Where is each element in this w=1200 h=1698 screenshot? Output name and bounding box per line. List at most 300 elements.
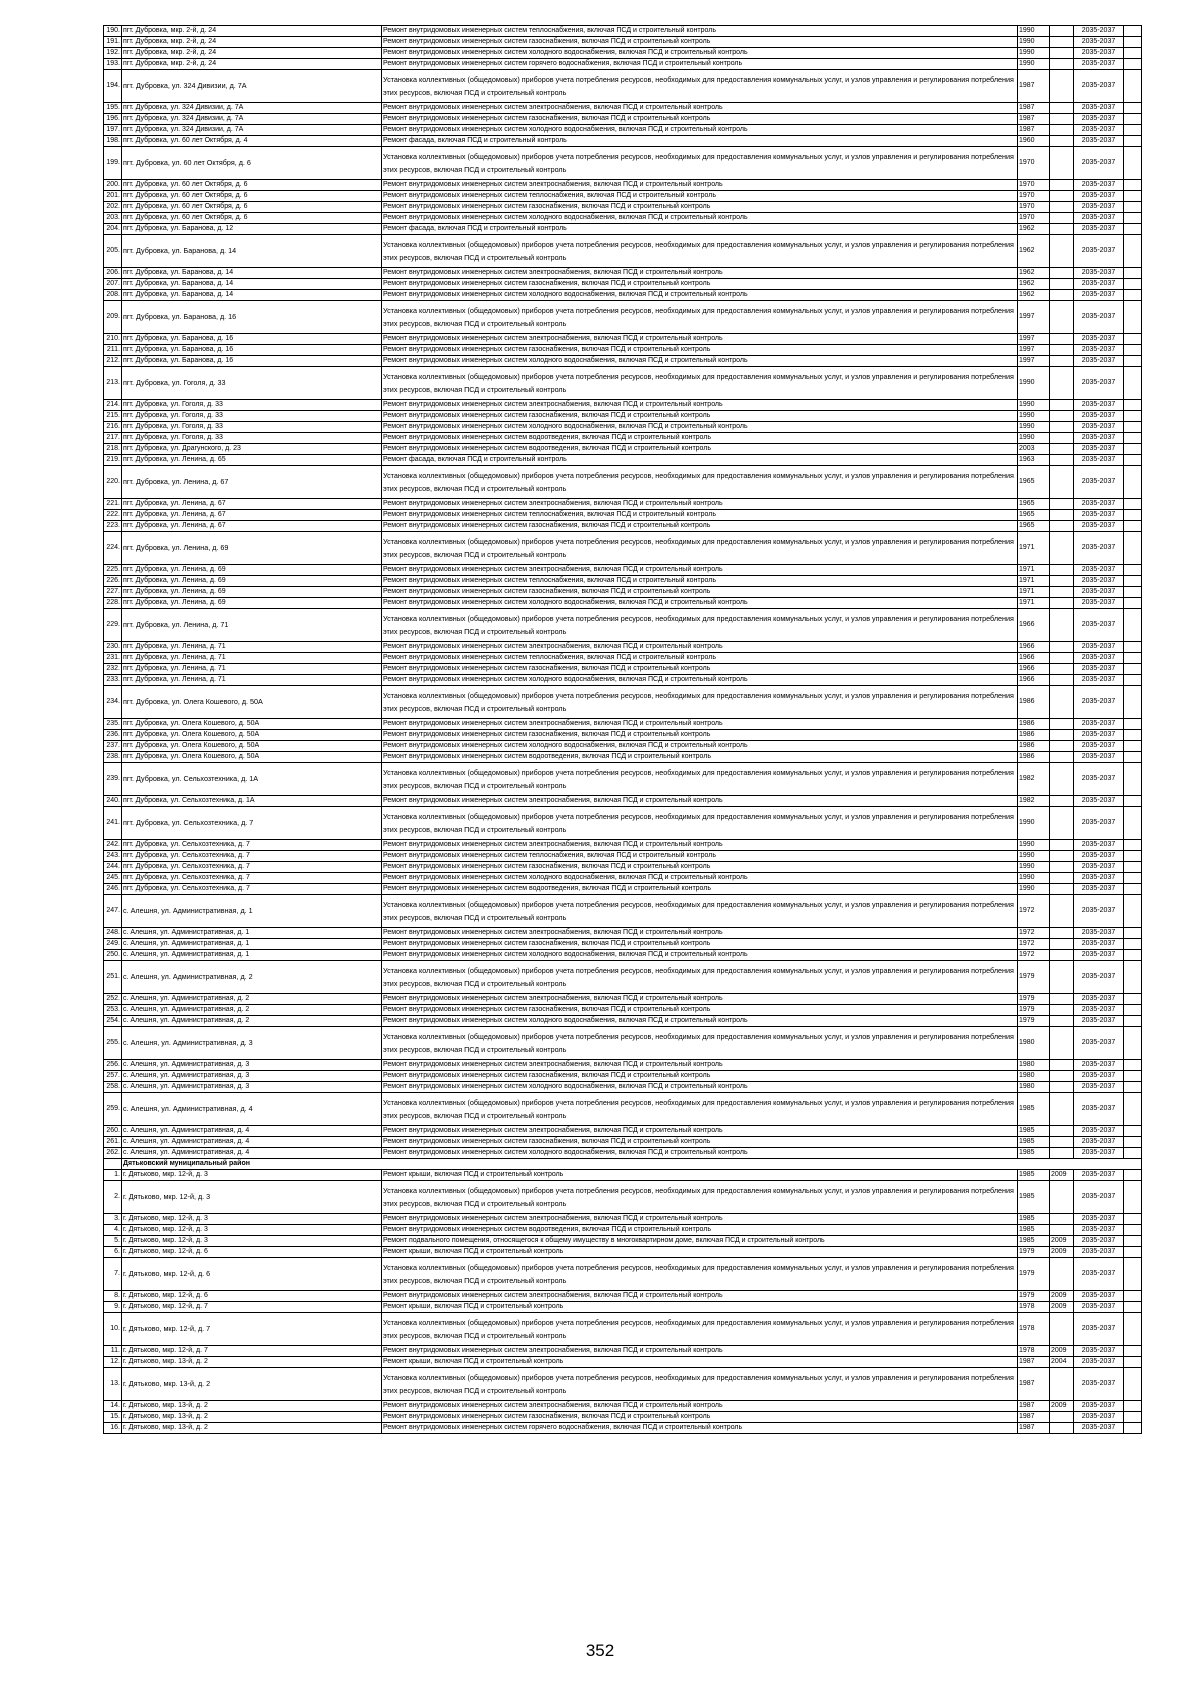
year-built-cell: 1978 (1018, 1313, 1050, 1346)
table-row (104, 719, 1142, 730)
work-type-cell: Ремонт внутридомовых инженерных систем электроснабжения, включая ПСД и строительный контроль (382, 334, 1018, 345)
last-repair-year-cell (1050, 455, 1074, 466)
planned-period-cell: 2035-2037 (1074, 1247, 1124, 1258)
row-number: 250. (104, 950, 122, 961)
year-built-cell: 1985 (1018, 1236, 1050, 1247)
table-row (104, 664, 1142, 675)
table-row (104, 686, 1142, 719)
row-number: 254. (104, 1016, 122, 1027)
planned-period-cell: 2035-2037 (1074, 202, 1124, 213)
year-built-cell: 1979 (1018, 1247, 1050, 1258)
address-cell: г. Дятьково, мкр. 12-й, д. 3 (122, 1170, 382, 1181)
table-row (104, 279, 1142, 290)
row-number: 241. (104, 807, 122, 840)
table-body-section-a (104, 26, 1142, 1159)
empty-cell (1124, 994, 1142, 1005)
planned-period-cell: 2035-2037 (1074, 400, 1124, 411)
last-repair-year-cell (1050, 1423, 1074, 1434)
row-number: 2. (104, 1181, 122, 1214)
year-built-cell: 1982 (1018, 796, 1050, 807)
row-number: 236. (104, 730, 122, 741)
empty-cell (1124, 334, 1142, 345)
address-cell: г. Дятьково, мкр. 13-й, д. 2 (122, 1412, 382, 1423)
year-built-cell: 1997 (1018, 345, 1050, 356)
year-built-cell: 1966 (1018, 642, 1050, 653)
work-type-cell: Ремонт внутридомовых инженерных систем электроснабжения, включая ПСД и строительный контроль (382, 719, 1018, 730)
address-cell: г. Дятьково, мкр. 12-й, д. 7 (122, 1346, 382, 1357)
work-type-cell: Ремонт внутридомовых инженерных систем теплоснабжения, включая ПСД и строительный контроль (382, 26, 1018, 37)
work-type-cell: Установка коллективных (общедомовых) приборов учета потребления ресурсов, необходимых для предоставления коммунальных услуг, и узлов управления и регулирования потребления этих ресурсов, включая ПСД и строительный контроль (382, 147, 1018, 180)
address-cell: пгт. Дубровка, ул. 60 лет Октября, д. 6 (122, 191, 382, 202)
work-type-cell: Ремонт внутридомовых инженерных систем горячего водоснабжения, включая ПСД и строительный контроль (382, 59, 1018, 70)
address-cell: пгт. Дубровка, ул. 324 Дивизии, д. 7А (122, 114, 382, 125)
address-cell: с. Алешня, ул. Административная, д. 4 (122, 1126, 382, 1137)
table-row (104, 290, 1142, 301)
work-type-cell: Установка коллективных (общедомовых) приборов учета потребления ресурсов, необходимых для предоставления коммунальных услуг, и узлов управления и регулирования потребления этих ресурсов, включая ПСД и строительный контроль (382, 1181, 1018, 1214)
row-number: 252. (104, 994, 122, 1005)
last-repair-year-cell (1050, 268, 1074, 279)
last-repair-year-cell (1050, 576, 1074, 587)
table-row (104, 752, 1142, 763)
planned-period-cell: 2035-2037 (1074, 565, 1124, 576)
empty-cell (1124, 763, 1142, 796)
last-repair-year-cell (1050, 851, 1074, 862)
empty-cell (1124, 532, 1142, 565)
row-number: 204. (104, 224, 122, 235)
last-repair-year-cell (1050, 521, 1074, 532)
table-row (104, 576, 1142, 587)
last-repair-year-cell (1050, 1137, 1074, 1148)
row-number: 214. (104, 400, 122, 411)
planned-period-cell: 2035-2037 (1074, 1368, 1124, 1401)
work-type-cell: Ремонт внутридомовых инженерных систем холодного водоснабжения, включая ПСД и строительный контроль (382, 356, 1018, 367)
year-built-cell: 1987 (1018, 103, 1050, 114)
last-repair-year-cell (1050, 400, 1074, 411)
year-built-cell: 1966 (1018, 653, 1050, 664)
address-cell: с. Алешня, ул. Административная, д. 1 (122, 939, 382, 950)
work-type-cell: Ремонт внутридомовых инженерных систем электроснабжения, включая ПСД и строительный контроль (382, 103, 1018, 114)
work-type-cell: Ремонт внутридомовых инженерных систем водоотведения, включая ПСД и строительный контроль (382, 884, 1018, 895)
work-type-cell: Ремонт внутридомовых инженерных систем электроснабжения, включая ПСД и строительный контроль (382, 796, 1018, 807)
work-type-cell: Ремонт крыши, включая ПСД и строительный контроль (382, 1302, 1018, 1313)
year-built-cell: 1997 (1018, 334, 1050, 345)
work-type-cell: Ремонт внутридомовых инженерных систем холодного водоснабжения, включая ПСД и строительный контроль (382, 873, 1018, 884)
planned-period-cell: 2035-2037 (1074, 1071, 1124, 1082)
work-type-cell: Установка коллективных (общедомовых) приборов учета потребления ресурсов, необходимых для предоставления коммунальных услуг, и узлов управления и регулирования потребления этих ресурсов, включая ПСД и строительный контроль (382, 895, 1018, 928)
work-type-cell: Ремонт внутридомовых инженерных систем электроснабжения, включая ПСД и строительный контроль (382, 1346, 1018, 1357)
row-number: 193. (104, 59, 122, 70)
work-type-cell: Установка коллективных (общедомовых) приборов учета потребления ресурсов, необходимых для предоставления коммунальных услуг, и узлов управления и регулирования потребления этих ресурсов, включая ПСД и строительный контроль (382, 532, 1018, 565)
table-row (104, 1170, 1142, 1181)
empty-cell (1124, 1412, 1142, 1423)
year-built-cell: 1965 (1018, 510, 1050, 521)
table-row (104, 444, 1142, 455)
address-cell: пгт. Дубровка, ул. Ленина, д. 71 (122, 653, 382, 664)
row-number: 202. (104, 202, 122, 213)
last-repair-year-cell (1050, 1016, 1074, 1027)
planned-period-cell: 2035-2037 (1074, 411, 1124, 422)
year-built-cell: 1970 (1018, 213, 1050, 224)
empty-cell (1124, 1126, 1142, 1137)
table-row (104, 1357, 1142, 1368)
empty-cell (1124, 367, 1142, 400)
empty-cell (1124, 1236, 1142, 1247)
planned-period-cell: 2035-2037 (1074, 48, 1124, 59)
planned-period-cell: 2035-2037 (1074, 279, 1124, 290)
last-repair-year-cell (1050, 1060, 1074, 1071)
work-type-cell: Установка коллективных (общедомовых) приборов учета потребления ресурсов, необходимых для предоставления коммунальных услуг, и узлов управления и регулирования потребления этих ресурсов, включая ПСД и строительный контроль (382, 301, 1018, 334)
last-repair-year-cell (1050, 796, 1074, 807)
table-row (104, 136, 1142, 147)
table-row (104, 1313, 1142, 1346)
empty-cell (1124, 1181, 1142, 1214)
address-cell: пгт. Дубровка, ул. Сельхозтехника, д. 7 (122, 873, 382, 884)
year-built-cell: 1970 (1018, 202, 1050, 213)
empty-cell (1124, 1401, 1142, 1412)
year-built-cell: 1979 (1018, 1005, 1050, 1016)
address-cell: пгт. Дубровка, ул. Сельхозтехника, д. 7 (122, 862, 382, 873)
address-cell: пгт. Дубровка, ул. Баранова, д. 16 (122, 334, 382, 345)
empty-cell (1124, 1291, 1142, 1302)
table-row (104, 1027, 1142, 1060)
address-cell: с. Алешня, ул. Административная, д. 3 (122, 1027, 382, 1060)
planned-period-cell: 2035-2037 (1074, 213, 1124, 224)
planned-period-cell: 2035-2037 (1074, 895, 1124, 928)
year-built-cell: 1979 (1018, 1016, 1050, 1027)
row-number: 192. (104, 48, 122, 59)
work-type-cell: Ремонт внутридомовых инженерных систем холодного водоснабжения, включая ПСД и строительный контроль (382, 125, 1018, 136)
year-built-cell: 1966 (1018, 609, 1050, 642)
year-built-cell: 1987 (1018, 114, 1050, 125)
empty-cell (1124, 1060, 1142, 1071)
address-cell: пгт. Дубровка, ул. Гоголя, д. 33 (122, 400, 382, 411)
address-cell: пгт. Дубровка, ул. Сельхозтехника, д. 7 (122, 851, 382, 862)
table-row (104, 730, 1142, 741)
last-repair-year-cell: 2009 (1050, 1401, 1074, 1412)
work-type-cell: Ремонт крыши, включая ПСД и строительный контроль (382, 1170, 1018, 1181)
work-type-cell: Ремонт внутридомовых инженерных систем газоснабжения, включая ПСД и строительный контроль (382, 730, 1018, 741)
last-repair-year-cell (1050, 70, 1074, 103)
work-type-cell: Ремонт внутридомовых инженерных систем электроснабжения, включая ПСД и строительный контроль (382, 840, 1018, 851)
work-type-cell: Ремонт внутридомовых инженерных систем холодного водоснабжения, включая ПСД и строительный контроль (382, 598, 1018, 609)
year-built-cell: 1978 (1018, 1346, 1050, 1357)
table-row (104, 114, 1142, 125)
empty-cell (1124, 1082, 1142, 1093)
empty-cell (1124, 510, 1142, 521)
table-row (104, 587, 1142, 598)
year-built-cell: 1980 (1018, 1082, 1050, 1093)
address-cell: пгт. Дубровка, ул. Баранова, д. 14 (122, 268, 382, 279)
planned-period-cell: 2035-2037 (1074, 455, 1124, 466)
work-type-cell: Установка коллективных (общедомовых) приборов учета потребления ресурсов, необходимых для предоставления коммунальных услуг, и узлов управления и регулирования потребления этих ресурсов, включая ПСД и строительный контроль (382, 1027, 1018, 1060)
last-repair-year-cell (1050, 290, 1074, 301)
planned-period-cell: 2035-2037 (1074, 730, 1124, 741)
planned-period-cell: 2035-2037 (1074, 1291, 1124, 1302)
planned-period-cell: 2035-2037 (1074, 224, 1124, 235)
planned-period-cell: 2035-2037 (1074, 290, 1124, 301)
work-type-cell: Ремонт внутридомовых инженерных систем холодного водоснабжения, включая ПСД и строительный контроль (382, 422, 1018, 433)
planned-period-cell: 2035-2037 (1074, 1302, 1124, 1313)
planned-period-cell: 2035-2037 (1074, 433, 1124, 444)
last-repair-year-cell (1050, 510, 1074, 521)
row-number: 198. (104, 136, 122, 147)
planned-period-cell: 2035-2037 (1074, 136, 1124, 147)
row-number: 260. (104, 1126, 122, 1137)
last-repair-year-cell (1050, 301, 1074, 334)
row-number: 222. (104, 510, 122, 521)
address-cell: пгт. Дубровка, ул. Баранова, д. 14 (122, 290, 382, 301)
table-row (104, 1071, 1142, 1082)
planned-period-cell: 2035-2037 (1074, 1214, 1124, 1225)
address-cell: пгт. Дубровка, ул. Ленина, д. 71 (122, 675, 382, 686)
year-built-cell: 1965 (1018, 521, 1050, 532)
address-cell: с. Алешня, ул. Административная, д. 3 (122, 1060, 382, 1071)
table-row (104, 334, 1142, 345)
planned-period-cell: 2035-2037 (1074, 334, 1124, 345)
table-row (104, 1401, 1142, 1412)
work-type-cell: Ремонт внутридомовых инженерных систем теплоснабжения, включая ПСД и строительный контроль (382, 576, 1018, 587)
table-row (104, 70, 1142, 103)
empty-cell (1124, 103, 1142, 114)
empty-cell (1124, 796, 1142, 807)
empty-cell (1124, 664, 1142, 675)
year-built-cell: 1979 (1018, 961, 1050, 994)
table-row (104, 1181, 1142, 1214)
address-cell: пгт. Дубровка, мкр. 2-й, д. 24 (122, 59, 382, 70)
address-cell: пгт. Дубровка, ул. 324 Дивизии, д. 7А (122, 70, 382, 103)
year-built-cell: 1982 (1018, 763, 1050, 796)
planned-period-cell: 2035-2037 (1074, 1401, 1124, 1412)
year-built-cell: 1979 (1018, 1258, 1050, 1291)
row-number: 218. (104, 444, 122, 455)
table-row (104, 268, 1142, 279)
address-cell: пгт. Дубровка, ул. Гоголя, д. 33 (122, 433, 382, 444)
planned-period-cell: 2035-2037 (1074, 103, 1124, 114)
address-cell: пгт. Дубровка, ул. Олега Кошевого, д. 50А (122, 752, 382, 763)
address-cell: пгт. Дубровка, ул. Ленина, д. 67 (122, 466, 382, 499)
work-type-cell: Ремонт внутридомовых инженерных систем электроснабжения, включая ПСД и строительный контроль (382, 994, 1018, 1005)
planned-period-cell: 2035-2037 (1074, 301, 1124, 334)
table-row (104, 1093, 1142, 1126)
table-row (104, 741, 1142, 752)
row-number: 196. (104, 114, 122, 125)
empty-cell (1124, 730, 1142, 741)
table-row (104, 653, 1142, 664)
row-number: 243. (104, 851, 122, 862)
work-type-cell: Ремонт внутридомовых инженерных систем электроснабжения, включая ПСД и строительный контроль (382, 1291, 1018, 1302)
table-row (104, 884, 1142, 895)
empty-cell (1124, 114, 1142, 125)
planned-period-cell: 2035-2037 (1074, 180, 1124, 191)
address-cell: г. Дятьково, мкр. 12-й, д. 3 (122, 1214, 382, 1225)
district-heading: Дятьковский муниципальный район (122, 1159, 1142, 1170)
year-built-cell: 1960 (1018, 136, 1050, 147)
last-repair-year-cell: 2009 (1050, 1291, 1074, 1302)
row-number: 10. (104, 1313, 122, 1346)
year-built-cell: 1985 (1018, 1225, 1050, 1236)
empty-cell (1124, 1313, 1142, 1346)
year-built-cell: 1962 (1018, 279, 1050, 290)
empty-cell (1124, 433, 1142, 444)
year-built-cell: 1980 (1018, 1027, 1050, 1060)
table-row (104, 675, 1142, 686)
work-type-cell: Ремонт внутридомовых инженерных систем холодного водоснабжения, включая ПСД и строительный контроль (382, 48, 1018, 59)
planned-period-cell: 2035-2037 (1074, 851, 1124, 862)
capital-repair-table (103, 25, 1141, 1434)
empty-cell (1124, 125, 1142, 136)
address-cell: с. Алешня, ул. Административная, д. 4 (122, 1137, 382, 1148)
empty-cell (1124, 411, 1142, 422)
last-repair-year-cell (1050, 59, 1074, 70)
address-cell: пгт. Дубровка, ул. Ленина, д. 69 (122, 576, 382, 587)
planned-period-cell: 2035-2037 (1074, 1357, 1124, 1368)
address-cell: пгт. Дубровка, ул. Ленина, д. 67 (122, 521, 382, 532)
table-row (104, 862, 1142, 873)
empty-cell (1124, 1258, 1142, 1291)
last-repair-year-cell (1050, 26, 1074, 37)
row-number: 4. (104, 1225, 122, 1236)
planned-period-cell: 2035-2037 (1074, 147, 1124, 180)
empty-cell (1124, 301, 1142, 334)
table-row (104, 1225, 1142, 1236)
planned-period-cell: 2035-2037 (1074, 840, 1124, 851)
row-number: 245. (104, 873, 122, 884)
last-repair-year-cell (1050, 1005, 1074, 1016)
row-number: 246. (104, 884, 122, 895)
table-row (104, 1368, 1142, 1401)
table-row (104, 873, 1142, 884)
address-cell: г. Дятьково, мкр. 13-й, д. 2 (122, 1368, 382, 1401)
empty-cell (1124, 939, 1142, 950)
empty-cell (1124, 521, 1142, 532)
year-built-cell: 1985 (1018, 1093, 1050, 1126)
address-cell: с. Алешня, ул. Административная, д. 2 (122, 961, 382, 994)
last-repair-year-cell (1050, 1148, 1074, 1159)
year-built-cell: 1986 (1018, 686, 1050, 719)
empty-cell (1124, 136, 1142, 147)
row-number: 233. (104, 675, 122, 686)
year-built-cell: 1986 (1018, 730, 1050, 741)
empty-cell (1124, 675, 1142, 686)
address-cell: г. Дятьково, мкр. 13-й, д. 2 (122, 1357, 382, 1368)
year-built-cell: 1971 (1018, 576, 1050, 587)
row-number: 238. (104, 752, 122, 763)
year-built-cell: 2003 (1018, 444, 1050, 455)
address-cell: пгт. Дубровка, ул. Сельхозтехника, д. 7 (122, 840, 382, 851)
table-row (104, 191, 1142, 202)
empty-cell (1124, 873, 1142, 884)
address-cell: пгт. Дубровка, ул. 60 лет Октября, д. 6 (122, 213, 382, 224)
empty-cell (1124, 1093, 1142, 1126)
year-built-cell: 1990 (1018, 851, 1050, 862)
last-repair-year-cell (1050, 884, 1074, 895)
row-number: 251. (104, 961, 122, 994)
empty-cell (1124, 290, 1142, 301)
year-built-cell: 1978 (1018, 1302, 1050, 1313)
work-type-cell: Ремонт внутридомовых инженерных систем водоотведения, включая ПСД и строительный контроль (382, 1225, 1018, 1236)
empty-cell (1124, 1346, 1142, 1357)
work-type-cell: Ремонт фасада, включая ПСД и строительный контроль (382, 224, 1018, 235)
last-repair-year-cell (1050, 224, 1074, 235)
last-repair-year-cell (1050, 686, 1074, 719)
last-repair-year-cell (1050, 125, 1074, 136)
planned-period-cell: 2035-2037 (1074, 884, 1124, 895)
work-type-cell: Ремонт внутридомовых инженерных систем электроснабжения, включая ПСД и строительный контроль (382, 268, 1018, 279)
empty-cell (1124, 224, 1142, 235)
last-repair-year-cell (1050, 730, 1074, 741)
planned-period-cell: 2035-2037 (1074, 1225, 1124, 1236)
address-cell: с. Алешня, ул. Административная, д. 1 (122, 950, 382, 961)
table-row (104, 642, 1142, 653)
work-type-cell: Ремонт внутридомовых инженерных систем электроснабжения, включая ПСД и строительный контроль (382, 499, 1018, 510)
work-type-cell: Ремонт внутридомовых инженерных систем газоснабжения, включая ПСД и строительный контроль (382, 587, 1018, 598)
planned-period-cell: 2035-2037 (1074, 191, 1124, 202)
year-built-cell: 1990 (1018, 884, 1050, 895)
empty-cell (1124, 202, 1142, 213)
work-type-cell: Ремонт крыши, включая ПСД и строительный контроль (382, 1357, 1018, 1368)
empty-cell (1124, 147, 1142, 180)
table-row (104, 433, 1142, 444)
planned-period-cell: 2035-2037 (1074, 653, 1124, 664)
row-number: 16. (104, 1423, 122, 1434)
address-cell: пгт. Дубровка, ул. Ленина, д. 71 (122, 642, 382, 653)
year-built-cell: 1979 (1018, 1291, 1050, 1302)
year-built-cell: 1990 (1018, 807, 1050, 840)
last-repair-year-cell (1050, 653, 1074, 664)
address-cell: с. Алешня, ул. Административная, д. 4 (122, 1148, 382, 1159)
table-row (104, 37, 1142, 48)
table-row (104, 26, 1142, 37)
row-number: 201. (104, 191, 122, 202)
last-repair-year-cell (1050, 1126, 1074, 1137)
table-row (104, 466, 1142, 499)
year-built-cell: 1966 (1018, 664, 1050, 675)
last-repair-year-cell (1050, 202, 1074, 213)
last-repair-year-cell (1050, 345, 1074, 356)
last-repair-year-cell (1050, 367, 1074, 400)
empty-cell (1124, 422, 1142, 433)
empty-cell (1124, 48, 1142, 59)
planned-period-cell: 2035-2037 (1074, 1313, 1124, 1346)
year-built-cell: 1990 (1018, 411, 1050, 422)
district-heading-row (104, 1159, 1142, 1170)
row-number: 206. (104, 268, 122, 279)
planned-period-cell: 2035-2037 (1074, 950, 1124, 961)
row-number: 11. (104, 1346, 122, 1357)
table-row (104, 499, 1142, 510)
empty-cell (1124, 851, 1142, 862)
table-row (104, 1258, 1142, 1291)
empty-cell (1124, 576, 1142, 587)
empty-cell (1124, 1148, 1142, 1159)
work-type-cell: Ремонт внутридомовых инженерных систем электроснабжения, включая ПСД и строительный контроль (382, 400, 1018, 411)
table-row (104, 301, 1142, 334)
table-row (104, 1126, 1142, 1137)
last-repair-year-cell: 2009 (1050, 1346, 1074, 1357)
work-type-cell: Ремонт внутридомовых инженерных систем водоотведения, включая ПСД и строительный контроль (382, 752, 1018, 763)
last-repair-year-cell (1050, 994, 1074, 1005)
district-heading-section (104, 1159, 1142, 1170)
address-cell: пгт. Дубровка, ул. Ленина, д. 67 (122, 510, 382, 521)
row-number: 239. (104, 763, 122, 796)
address-cell: пгт. Дубровка, ул. Ленина, д. 65 (122, 455, 382, 466)
year-built-cell: 1986 (1018, 741, 1050, 752)
work-type-cell: Ремонт внутридомовых инженерных систем холодного водоснабжения, включая ПСД и строительный контроль (382, 675, 1018, 686)
planned-period-cell: 2035-2037 (1074, 796, 1124, 807)
address-cell: пгт. Дубровка, ул. Сельхозтехника, д. 1А (122, 796, 382, 807)
year-built-cell: 1997 (1018, 301, 1050, 334)
empty-cell (1124, 642, 1142, 653)
